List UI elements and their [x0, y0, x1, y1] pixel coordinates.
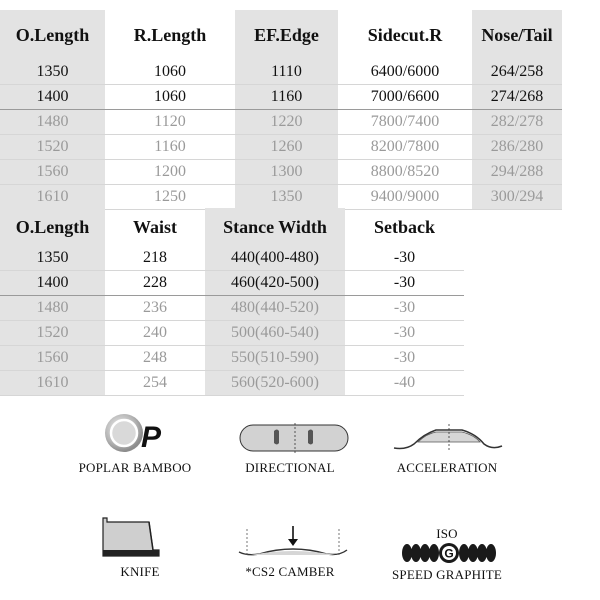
- table-row: [0, 321, 464, 346]
- feature-label: ACCELERATION: [396, 460, 498, 475]
- table-row: [0, 85, 562, 110]
- directional-icon: [238, 422, 350, 454]
- feature-cs2-camber: [215, 512, 365, 582]
- cell-setback: -30: [345, 346, 464, 371]
- cell-o-length: 1480: [0, 110, 105, 135]
- cell-stance-width: 500(460-540): [205, 321, 345, 346]
- feature-label: *CS2 CAMBER: [245, 564, 335, 579]
- cell-stance-width: 480(440-520): [205, 296, 345, 321]
- cell-waist: 228: [105, 271, 205, 296]
- feature-acceleration: [372, 412, 522, 482]
- cell-r-length: 1200: [105, 160, 235, 185]
- knife-icon: [97, 516, 167, 560]
- cell-sidecut-r: 8800/8520: [338, 160, 472, 185]
- cell-r-length: 1060: [105, 60, 235, 85]
- cell-setback: -30: [345, 271, 464, 296]
- table-row: [0, 135, 562, 160]
- feature-label: KNIFE: [120, 564, 160, 579]
- feature-knife: [65, 512, 215, 582]
- cell-ef-edge: 1260: [235, 135, 338, 160]
- cell-stance-width: 560(520-600): [205, 371, 345, 396]
- cell-sidecut-r: 7000/6600: [338, 85, 472, 110]
- poplar-bamboo-badge: P: [141, 421, 162, 454]
- cell-nose-tail: 264/258: [472, 60, 562, 85]
- stance-spec-table: [0, 208, 464, 396]
- feature-top-label: ISO: [436, 526, 458, 541]
- cell-r-length: 1060: [105, 85, 235, 110]
- cell-setback: -40: [345, 371, 464, 396]
- cell-ef-edge: 1350: [235, 185, 338, 210]
- cell-sidecut-r: 8200/7800: [338, 135, 472, 160]
- cell-stance-width: 460(420-500): [205, 271, 345, 296]
- table-row: [0, 271, 464, 296]
- cell-o-length: 1350: [0, 60, 105, 85]
- cell-ef-edge: 1160: [235, 85, 338, 110]
- table-row: [0, 110, 562, 135]
- cell-sidecut-r: 6400/6000: [338, 60, 472, 85]
- acceleration-icon: [392, 420, 504, 454]
- cell-nose-tail: 300/294: [472, 185, 562, 210]
- cell-waist: 240: [105, 321, 205, 346]
- header-sidecut-r: Sidecut.R: [367, 24, 443, 45]
- cell-stance-width: 550(510-590): [205, 346, 345, 371]
- poplar-bamboo-icon: [104, 412, 174, 454]
- cell-setback: -30: [345, 321, 464, 346]
- header-ef-edge: EF.Edge: [235, 10, 338, 60]
- table-row: [0, 60, 562, 85]
- table-row: [0, 246, 464, 271]
- cell-waist: 248: [105, 346, 205, 371]
- cell-nose-tail: 282/278: [472, 110, 562, 135]
- table-row: [0, 185, 562, 210]
- table-header-row: [0, 208, 464, 246]
- feature-label: SPEED GRAPHITE: [391, 567, 503, 582]
- cell-r-length: 1160: [105, 135, 235, 160]
- table-row: [0, 346, 464, 371]
- cell-setback: -30: [345, 296, 464, 321]
- speed-graphite-badge: G: [444, 546, 454, 561]
- cell-o-length: 1350: [0, 246, 105, 271]
- cell-ef-edge: 1220: [235, 110, 338, 135]
- feature-speed-graphite: [372, 512, 522, 582]
- cell-nose-tail: 274/268: [472, 85, 562, 110]
- header-o-length: O.Length: [0, 10, 105, 60]
- table-header-row: [0, 10, 562, 60]
- table-row: [0, 371, 464, 396]
- table-row: [0, 160, 562, 185]
- header-setback: Setback: [373, 216, 435, 237]
- cell-setback: -30: [345, 246, 464, 271]
- feature-poplar-bamboo: [60, 412, 210, 482]
- cell-o-length: 1400: [0, 85, 105, 110]
- cell-ef-edge: 1110: [235, 60, 338, 85]
- cell-nose-tail: 286/280: [472, 135, 562, 160]
- cell-o-length: 1610: [0, 185, 105, 210]
- cell-o-length: 1560: [0, 346, 105, 371]
- cell-o-length: 1400: [0, 271, 105, 296]
- cell-o-length: 1520: [0, 321, 105, 346]
- cell-stance-width: 440(400-480): [205, 246, 345, 271]
- feature-label: DIRECTIONAL: [245, 460, 335, 475]
- cell-sidecut-r: 7800/7400: [338, 110, 472, 135]
- feature-label: POPLAR BAMBOO: [78, 460, 192, 475]
- length-spec-table: [0, 10, 562, 210]
- header-r-length: R.Length: [133, 24, 207, 45]
- cell-nose-tail: 294/288: [472, 160, 562, 185]
- cell-r-length: 1120: [105, 110, 235, 135]
- cell-waist: 236: [105, 296, 205, 321]
- cell-sidecut-r: 9400/9000: [338, 185, 472, 210]
- cell-waist: 218: [105, 246, 205, 271]
- cell-ef-edge: 1300: [235, 160, 338, 185]
- cell-o-length: 1610: [0, 371, 105, 396]
- speed-graphite-icon: [399, 542, 499, 564]
- cell-o-length: 1560: [0, 160, 105, 185]
- header-stance-width: Stance Width: [205, 208, 345, 246]
- header-nose-tail: Nose/Tail: [472, 10, 562, 60]
- cs2-camber-icon: [237, 524, 349, 560]
- cell-waist: 254: [105, 371, 205, 396]
- header-o-length: O.Length: [0, 208, 105, 246]
- cell-r-length: 1250: [105, 185, 235, 210]
- cell-o-length: 1480: [0, 296, 105, 321]
- header-waist: Waist: [132, 216, 177, 237]
- cell-o-length: 1520: [0, 135, 105, 160]
- table-row: [0, 296, 464, 321]
- feature-directional: [215, 412, 365, 482]
